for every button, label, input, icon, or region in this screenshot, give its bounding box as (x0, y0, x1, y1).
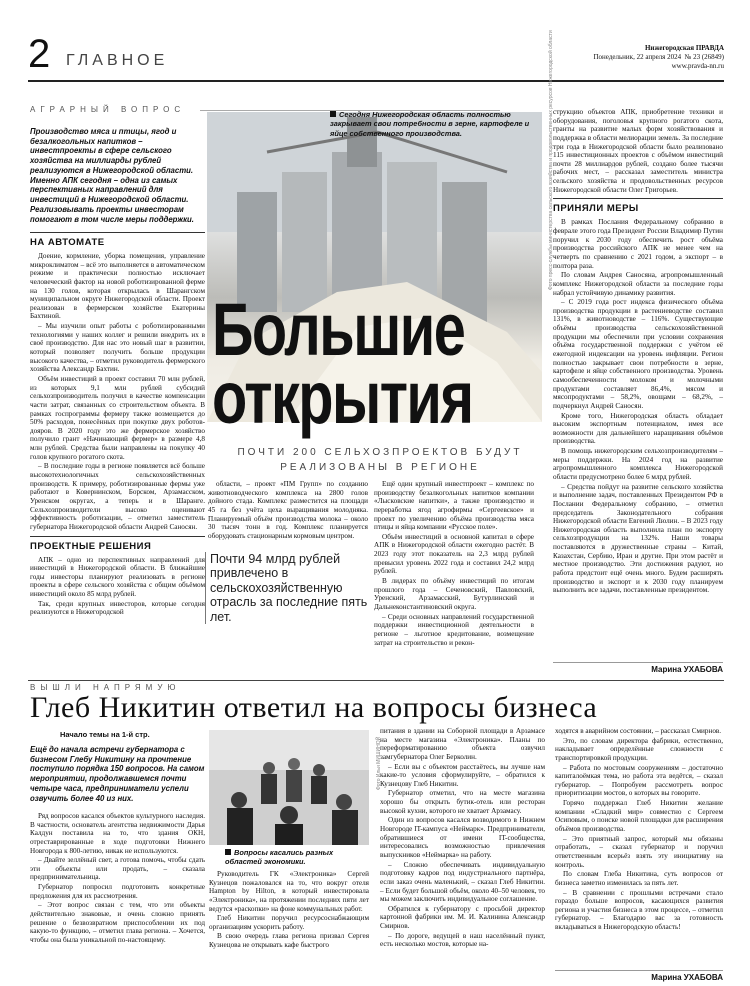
paragraph: Обратился к губернатору с просьбой директор картонной фабрики им. М. И. Калинина Александр Смирнов. (380, 904, 545, 931)
article2-col2 (209, 870, 369, 951)
issue-number: № 23 (26849) (684, 52, 724, 61)
paragraph: Это, по словам директора фабрики, естественно, накладывает определённые сложности с транспортировкой продукции. (555, 736, 723, 762)
article-divider (28, 680, 724, 681)
headline-line1: Большие (212, 288, 465, 371)
article2-headline: Глеб Никитин ответил на вопросы бизнеса (30, 691, 598, 724)
continued-note: Начало темы на 1-й стр. (60, 730, 150, 739)
subheadline: ПОЧТИ 200 СЕЛЬХОЗПРОЕКТОВ БУДУТ РЕАЛИЗОВАНЫ В РЕГИОНЕ (237, 447, 523, 473)
paragraph: В рамках Послания Федеральному собранию в феврале этого года Президент России Владимир Путин поручил к 2030 году обеспечить рост объёма производства российского АПК не менее чем на четверть по сравнению с 2021 годом, а экспорт – в полтора раза. (553, 218, 723, 270)
meeting-photo-credit: Фото Ильи МИШИНОЙ (376, 736, 382, 790)
article1-col4 (553, 108, 723, 596)
heading-project-solutions: ПРОЕКТНЫЕ РЕШЕНИЯ (30, 536, 205, 552)
page-header (28, 34, 724, 76)
meeting-photo (209, 730, 369, 845)
paragraph: Ряд вопросов касался объектов культурного наследия. В частности, основатель агентства недвижимости Дарья Калдун поставила на то, что здания ОКН, отреставрированные в ходе подготовки Нижнего Новгорода к 800-летию, никак не используются. (30, 812, 205, 855)
paragraph: Один из вопросов касался возводимого в Нижнем Новгороде IT-кампуса «Неймарк». Предприниматели, обратившиеся от имени IT-сообщества, интересовались возможностью привлечения выпускников «Неймарка» на работу. (380, 816, 545, 859)
photo-caption: Сегодня Нижегородская область полностью закрывает свои потребности в зерне, картофеле и яйце собственного производства. (330, 110, 530, 138)
masthead-info (594, 44, 725, 70)
article1-col2 (208, 480, 368, 541)
paragraph: Так, среди крупных инвесторов, которые сегодня реализуются в Нижегородской (30, 599, 205, 617)
heading-measures: ПРИНЯЛИ МЕРЫ (553, 198, 723, 214)
paragraph: – Средства пойдут на развитие сельского хозяйства и выполнение задач, поставленных Президентом РФ в Послании Федеральному собранию, – отметил председатель Законодательного собрания Нижегородской области Евгений Люлин. – В 2023 году Нижегородская область выполнила план по экспорту сельхозпродукции на 132%. Наши товары поставляются в дружественные страны – Китай, Казахстан, Сербию, Иран и другие. При этом растёт и местное производство. Эти достижения радуют, но работа предстоит ещё очень много. Будем расширять производство и экспорт и к 2030 году планируем выполнить все задачи, поставленные президентом. (553, 482, 723, 595)
paragraph: В свою очередь глава региона призвал Сергея Кузнецова не открывать кафе быстрого (209, 932, 369, 950)
paragraph: – Двайте зеллёный свет, а готова помочь, чтобы сдать эти объекты или продать, – сказала предпринимательница. (30, 856, 205, 882)
paragraph: – Этот вопрос связан с тем, что эти объекты действительно знаковые, и очень сложно принять решение о безвозвратном приспособлении их под какую-то функцию, – отметил глава региона. – Хочется, чтобы она была уникальной по-настоящему. (30, 901, 205, 944)
paper-name: Нижегородская ПРАВДА (644, 44, 724, 52)
paragraph: Кроме того, Нижегородская область обладает высоким экспортным потенциалом, имея все возможности для дальнейшего наращивания объёмов производства. (553, 411, 723, 446)
article2-kicker: ВЫШЛИ НАПРЯМУЮ (30, 683, 181, 692)
paragraph: По словам Глеба Никитина, суть вопросов от бизнеса заметно изменилась за пять лет. (555, 870, 723, 887)
paragraph: По словам Андрея Саносяна, агропромышленный комплекс Нижегородской области за последние годы набрал устойчивую динамику развития. (553, 271, 723, 297)
photo-credit: Фото пресс-службы министерства сельского хозяйства и продовольственных ресурсов Нижегородской области (548, 30, 554, 290)
paragraph: Объём инвестиций в проект составил 70 млн рублей, из которых 9,1 млн рублей субсидий сельхозпроизводитель получил в качестве компенсации части затрат, связанных со строительством объекта. В рамках госпрограммы фермеру также возмещается до 50% расходов, понесённых при покупке двух роботов-дояров. В 2020 году это же фермерское хозяйство получило грант «Начинающий фермер» в размере 4,8 млн рублей. Средства были направлены на покупку 40 голов крупного рогатого скота. (30, 374, 205, 461)
article1-col1 (30, 232, 205, 618)
article2-lead: Ещё до начала встречи губернатора с бизнесом Глебу Никитину на прочтение поступило порядка 150 вопросов. На самом мероприятии, продолжавшемся почти четыре часа, предприниматели успели озвучить более 40 из них. (30, 745, 205, 803)
meeting-photo-caption: Вопросы касались разных областей экономики. (225, 848, 334, 867)
meeting-illustration (209, 730, 369, 845)
paragraph: Губернатор попросил подготовить конкретные предложения для их рассмотрения. (30, 883, 205, 900)
article2-col1 (30, 812, 205, 946)
paragraph: Руководитель ГК «Электроника» Сергей Кузнецов пожаловался на то, что вокруг отеля Hampton by Hilton, в который инвестировала «Электроника», на протяжении последних пяти лет ведутся «раскопки» на фоне коммунальных работ. (209, 870, 369, 913)
article2-signature: Марина УХАБОВА (555, 970, 723, 982)
article2-col3 (380, 727, 545, 950)
paragraph: Ещё один крупный инвестпроект – комплекс по производству безалкогольных напитков компании «Лысковские напитки», а также производство и переработка ягод агрофирмы «Сергеевское» и проект по увеличению объёма производства мяса птицы и яйца компании «Русское поле». (374, 480, 534, 532)
paragraph: – Мы изучили опыт работы с роботизированными технологиями у наших коллег и решили внедрить их в своё производство. Для нас это новый шаг в развитии, который позволяет получить больше продукции высокого качества, – отметил руководитель фермерского хозяйства Александр Бахтин. (30, 322, 205, 374)
paragraph: струкцию объектов АПК, приобретение техники и оборудования, поголовья крупного рогатого скота, гранты на развитие малых форм хозяйствования и поддержка в области мелиорации земель. За последние три года в Нижегородской области было реализовано 115 инвестиционных проектов с объёмом инвестиций почти 28 миллиардов рублей, создано более тысячи рабочих мест, – рассказал заместитель министра сельского хозяйства и продовольственных ресурсов Нижегородской области Олег Григорьев. (553, 108, 723, 194)
pull-quote (205, 552, 370, 624)
header-rule (28, 80, 724, 82)
paragraph: – По дороге, ведущей в наш населённый пункт, есть несколько мостов, которые на- (380, 931, 545, 949)
paragraph: – Работа по мостовым сооружениям – достаточно капиталоёмкая тема, но работа эта ведётся, – сказал губернатор. – Попробуем рассмотреть вопрос приоритизации мостов, о которых вы говорите. (555, 763, 723, 798)
paragraph: Горячо поддержал Глеб Никитин желание компании «Сладкий мир» совместно с Сергеем Осиповым, о поиске новой площадки для расширения объёмов производства. (555, 799, 723, 834)
paragraph: Губернатор отметил, что на месте магазина хорошо бы открыть бутик-отель или ресторан высокой кухни, которого не хватает Арзамасу. (380, 789, 545, 815)
paragraph: АПК – одно из перспективных направлений для инвестиций в Нижегородской области. В ближайшие годы инвесторы планируют реализовать в регионе проекты в сфере сельского хозяйства с общим объёмом инвестиций около 85 млрд рублей. (30, 555, 205, 599)
paragraph: – Сложно обеспечивать индивидуальную подготовку кадров под индустриального партнёра, если заказ очень маленький, – сказал Глеб Никитин. – Если будет большой объём, около 40–50 человек, то мы можем заключить индивидуальное соглашение. (380, 860, 545, 904)
paragraph: В лидерах по объёму инвестиций по итогам прошлого года – Сеченовский, Павловский, Уренский, Арзамасский, Бутурлинский и Дальнеконстантиновский округа. (374, 577, 534, 611)
paragraph: – С 2019 года рост индекса физического объёма производства продукции в растениеводстве составил 131%, в животноводстве – 116%. Существующие объёмы производства сельскохозяйственной продукции мы обеспечили при условии сохранения объёма государственной поддержки с учётом её ежегодной индексации на уровень инфляции. Регион полностью закрывает свои потребности в зерне, картофеле и яйце собственного производства. Уровень самообеспеченности молоком и молочными продуктами составляет 86,4%, мясом и мясопродуктами – 58,2%, овощами – 68,2%, – подчеркнул Андрей Саносян. (553, 298, 723, 410)
paragraph: В помощь нижегородским сельхозпроизводителям – меры поддержки. На 2024 год на развитие агропромышленного комплекса Нижегородской области предусмотрено более 6 млрд рублей. (553, 447, 723, 481)
page-number: 2 (28, 32, 51, 76)
paragraph: Доение, кормление, уборка помещения, управление микроклиматом – всё это выполняется в автоматическом режиме и практически полностью исключает человеческий фактор на новой роботизированной ферме на 130 голов, которая открылась в Шарангском муниципальном округе Нижегородской области. Проект реализован в фермерском хозяйстве Екатерины Бахтиной. (30, 252, 205, 321)
paragraph: – Если вы с объектом расстаётесь, вы лучше нам какие-то условия сформулируйте, – обратился к Кузнецову Глеб Никитин. (380, 762, 545, 788)
section-title: ГЛАВНОЕ (66, 52, 169, 69)
article1-lead: Производство мяса и птицы, ягод и безалкогольных напитков – инвестпроекты в сфере сельского хозяйства на миллиарды рублей реализуются в Нижегородской области. Именно АПК сегодня – одна из самых перспективных направлений для инвестиций в Нижегородской области. Реализовывать проекты инвесторам помогают в том числе меры поддержки. (30, 127, 194, 224)
paragraph: – Это приятный запрос, который мы обязаны отработать, – сказал губернатор и поручил ответственным всерьёз взять эту инициативу на контроль. (555, 834, 723, 869)
quote-text: Почти 94 млрд рублей привлечено в сельскохозяйственную отрасль за последние пять лет. (210, 552, 368, 624)
paragraph: Объём инвестиций в основной капитал в сфере АПК в Нижегородской области ежегодно растёт. В 2023 году этот показатель на 2,3 млрд рублей превысил уровень 2022 года и составил 24,2 млрд рублей. (374, 532, 534, 576)
paragraph: – Среди основных направлений государственной поддержки инвестиционной деятельности в регионе – льготное кредитование, возмещение затрат на строительство и рекон- (374, 612, 534, 647)
heading-automation: НА АВТОМАТЕ (30, 232, 205, 248)
issue-date: Понедельник, 22 апреля 2024 № 23 (26849) (593, 52, 724, 61)
article1-signature: Марина УХАБОВА (553, 662, 723, 674)
paragraph: – В сравнении с прошлыми встречами стало гораздо больше вопросов, касающихся развития региона и участия бизнеса в этом процессе, – отметил губернатор. – Благодарю вас за готовность вкладываться в Нижегородскую область! (555, 888, 723, 932)
paragraph: ходятся в аварийном состоянии, – рассказал Смирнов. (555, 727, 722, 735)
paragraph: Глеб Никитин поручил ресурсоснабжающим организациям ускорить работу. (209, 914, 369, 931)
article1-kicker: АГРАРНЫЙ ВОПРОС (30, 105, 186, 114)
article1-col3 (374, 480, 534, 648)
paragraph: области, – проект «ПМ Групп» по созданию животноводческого комплекса на 2800 голов дойного стада. Комплекс разместится на площади 45 га без учёта цеха выращивания молодняка. Планируемый объём производства молока – около 30 тысяч тонн в год. Комплекс планируется оборудовать стационарным кормовым центром. (208, 480, 368, 540)
paragraph: питания в здании на Соборной площади в Арзамасе на месте магазина «Электроника». Планы по переформатированию объекта озвучил замгубернатора Олег Берколин. (380, 727, 545, 761)
paragraph: – В последние годы в регионе появляется всё больше высокотехнологичных сельскохозяйственных производств. К примеру, роботизированные фермы уже работают в Ковернинском, Борском, Арзамасском, Уренском округах, а теперь и в Шаранге. Сельхозпроизводители высоко оценивают эффективность роботизации, – отметил заместитель губернатора Нижегородской области Андрей Саносян. (30, 462, 205, 531)
headline (212, 288, 473, 440)
article2-col4 (555, 727, 723, 933)
site-url: www.pravda-nn.ru (671, 61, 724, 70)
headline-line2: открытия (212, 356, 473, 440)
